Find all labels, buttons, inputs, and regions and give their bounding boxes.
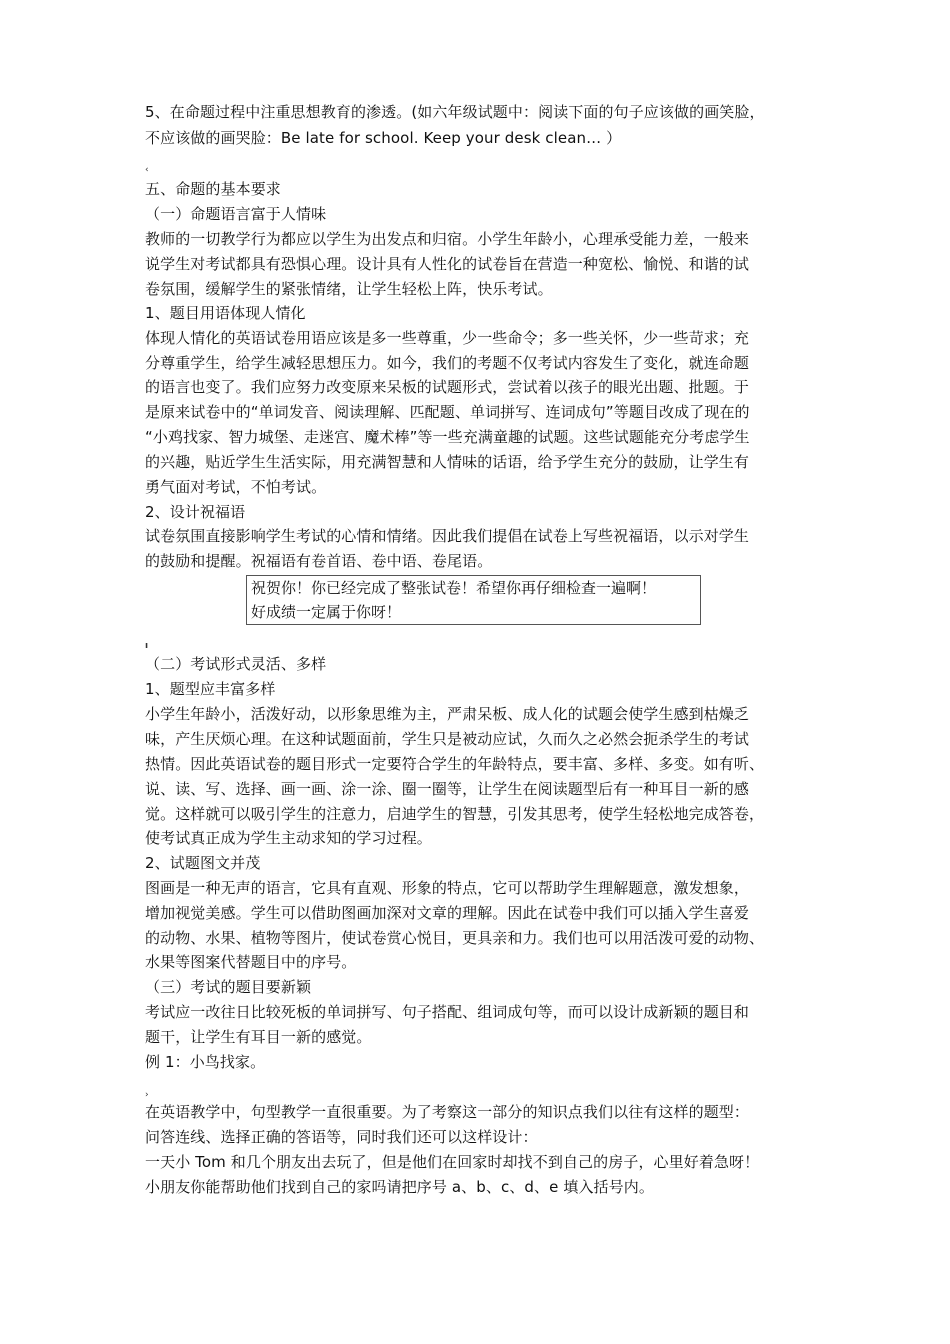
text-line: 是原来试卷中的“单词发音、阅读理解、匹配题、单词拼写、连词成句”等题目改成了现在的 (145, 403, 750, 421)
text-line: 说学生对考试都具有恐惧心理。设计具有人性化的试卷旨在营造一种宽松、愉悦、和谐的试 (145, 255, 750, 273)
text-line: 勇气面对考试，不怕考试。 (145, 478, 327, 496)
text-line: 卷氛围，缓解学生的紧张情绪，让学生轻松上阵，快乐考试。 (145, 280, 553, 298)
text-line: 教师的一切教学行为都应以学生为出发点和归宿。小学生年龄小，心理承受能力差，一般来 (145, 230, 750, 248)
item-heading: 1、题目用语体现人情化 (145, 304, 306, 322)
example-heading: 例 1：小鸟找家。 (145, 1053, 266, 1071)
text-line: 考试应一改往日比较死板的单词拼写、句子搭配、组词成句等，而可以设计成新颖的题目和 (145, 1003, 750, 1021)
text-line: 5、在命题过程中注重思想教育的渗透。(如六年级试题中：阅读下面的句子应该做的画笑脸， (145, 103, 765, 121)
subsection-heading: （二）考试形式灵活、多样 (145, 655, 327, 673)
text-line: 的语言也变了。我们应努力改变原来呆板的试题形式，尝试着以孩子的眼光出题、批题。于 (145, 378, 750, 396)
text-line: 不应该做的画哭脸：Be late for school. Keep your desk clean… ） (145, 129, 622, 147)
section-heading: 五、命题的基本要求 (145, 180, 281, 198)
text-line: 小朋友你能帮助他们找到自己的家吗请把序号 a、b、c、d、e 填入括号内。 (145, 1178, 654, 1196)
subsection-heading: （三）考试的题目要新颖 (145, 978, 312, 996)
text-line: 热情。因此英语试卷的题目形式一定要符合学生的年龄特点，要丰富、多样、多变。如有听、 (145, 755, 765, 773)
text-line: 分尊重学生，给学生减轻思想压力。如今，我们的考题不仅考试内容发生了变化，就连命题 (145, 354, 750, 372)
text-line: 问答连线、选择正确的答语等，同时我们还可以这样设计： (145, 1128, 538, 1146)
stray-mark: ‹ (145, 165, 149, 175)
subsection-heading: （一）命题语言富于人情味 (145, 205, 327, 223)
item-heading: 2、设计祝福语 (145, 503, 246, 521)
text-line: 觉。这样就可以吸引学生的注意力，启迪学生的智慧，引发其思考，使学生轻松地完成答卷， (145, 805, 765, 823)
text-line: 的兴趣，贴近学生生活实际，用充满智慧和人情味的话语，给予学生充分的鼓励，让学生有 (145, 453, 750, 471)
text-line: 一天小 Tom 和几个朋友出去玩了，但是他们在回家时却找不到自己的房子，心里好着急呀！ (145, 1153, 760, 1171)
text-line: 说、读、写、选择、画一画、涂一涂、圈一圈等，让学生在阅读题型后有一种耳目一新的感 (145, 780, 750, 798)
text-line: 水果等图案代替题目中的序号。 (145, 953, 357, 971)
text-line: “小鸡找家、智力城堡、走迷宫、魔术棒”等一些充满童趣的试题。这些试题能充分考虑学生 (145, 428, 750, 446)
text-line: 试卷氛围直接影响学生考试的心情和情绪。因此我们提倡在试卷上写些祝福语，以示对学生 (145, 527, 750, 545)
text-line: 增加视觉美感。学生可以借助图画加深对文章的理解。因此在试卷中我们可以插入学生喜爱 (145, 904, 750, 922)
blessing-line: 祝贺你！你已经完成了整张试卷！希望你再仔细检查一遍啊！ (251, 579, 657, 597)
item-heading: 2、试题图文并茂 (145, 854, 261, 872)
text-line: 味，产生厌烦心理。在这种试题面前，学生只是被动应试，久而久之必然会扼杀学生的考试 (145, 730, 750, 748)
text-line: 体现人情化的英语试卷用语应该是多一些尊重，少一些命令；多一些关怀，少一些苛求；充 (145, 329, 750, 347)
text-line: 小学生年龄小，活泼好动，以形象思维为主，严肃呆板、成人化的试题会使学生感到枯燥乏 (145, 705, 750, 723)
text-line: 题干，让学生有耳目一新的感觉。 (145, 1028, 372, 1046)
blessing-box (246, 575, 701, 625)
text-line: 的鼓励和提醒。祝福语有卷首语、卷中语、卷尾语。 (145, 552, 493, 570)
text-line: 的动物、水果、植物等图片，使试卷赏心悦目，更具亲和力。我们也可以用活泼可爱的动物、 (145, 929, 765, 947)
blessing-line: 好成绩一定属于你呀！ (251, 603, 402, 621)
stray-mark: › (145, 1090, 149, 1100)
text-line: 图画是一种无声的语言，它具有直观、形象的特点，它可以帮助学生理解题意，激发想象， (145, 879, 750, 897)
text-line: 使考试真正成为学生主动求知的学习过程。 (145, 829, 432, 847)
text-line: 在英语教学中，句型教学一直很重要。为了考察这一部分的知识点我们以往有这样的题型： (145, 1103, 750, 1121)
stray-mark: ı (145, 641, 149, 651)
item-heading: 1、题型应丰富多样 (145, 680, 276, 698)
